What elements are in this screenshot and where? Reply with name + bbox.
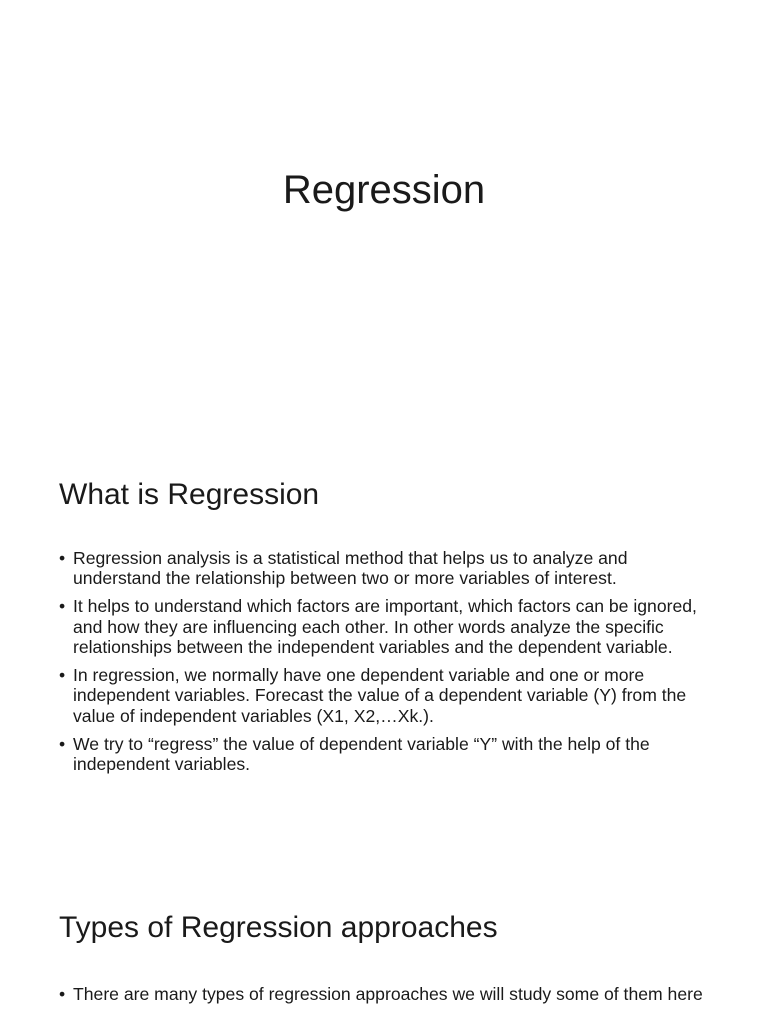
bullet-list (59, 984, 719, 1012)
bullet-item (59, 665, 719, 726)
bullet-list (59, 548, 719, 782)
slide-heading: Types of Regression approaches (59, 911, 498, 944)
bullet-item (59, 734, 719, 775)
bullet-text: We try to “regress” the value of dependent variable “Y” with the help of the independent variables. (73, 733, 650, 775)
bullet-text: It helps to understand which factors are important, which factors can be ignored, and how they are influencing each other. In other words analyze the specific relationships between the independent variables and the dependent variable. (73, 596, 697, 658)
slide-title: Regression (282, 168, 486, 212)
title-slide (0, 0, 768, 432)
content-slide-what-is-regression (0, 432, 768, 864)
bullet-item (59, 984, 719, 1004)
bullet-icon: • (59, 665, 66, 686)
bullet-text: There are many types of regression approaches we will study some of them here (73, 984, 703, 1004)
bullet-icon: • (59, 548, 66, 568)
bullet-icon: • (59, 984, 66, 1004)
content-slide-types-of-regression (0, 864, 768, 1024)
bullet-icon: • (59, 596, 66, 617)
bullet-text: Regression analysis is a statistical method that helps us to analyze and understand the relationship between two or more variables of interest. (73, 548, 628, 589)
bullet-text: In regression, we normally have one dependent variable and one or more independent variables. Forecast the value of a dependent variable (Y) from the value of independent variables (X1, X2,…Xk.). (73, 665, 687, 726)
slide-heading: What is Regression (59, 478, 320, 511)
bullet-item (59, 548, 719, 589)
bullet-item (59, 596, 719, 657)
bullet-icon: • (59, 733, 66, 754)
